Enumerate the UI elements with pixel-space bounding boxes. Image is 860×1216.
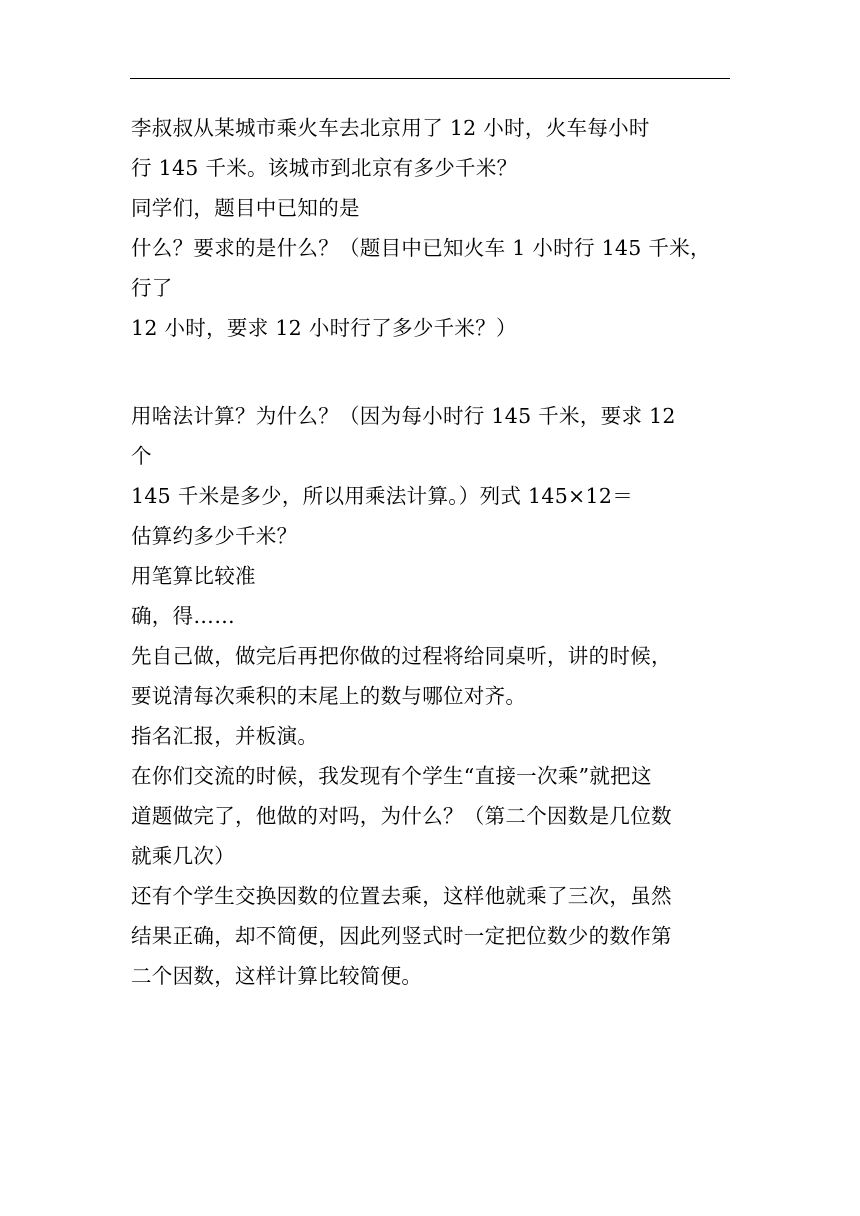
text-line: 确，得……	[131, 604, 235, 628]
text-line: 要说清每次乘积的末尾上的数与哪位对齐。	[131, 684, 527, 708]
text-line: 什么？要求的是什么？（题目中已知火车 1 小时行 145 千米，	[131, 236, 711, 260]
document-body	[131, 108, 731, 996]
text-line: 同学们，题目中已知的是	[131, 196, 360, 220]
text-line: 用啥法计算？为什么？（因为每小时行 145 千米，要求 12	[131, 404, 676, 428]
text-line: 指名汇报，并板演。	[131, 724, 319, 748]
text-line: 个	[131, 444, 152, 468]
text-line: 12 小时，要求 12 小时行了多少千米？）	[131, 316, 517, 340]
text-line: 二个因数，这样计算比较简便。	[131, 964, 423, 988]
blank-line	[131, 348, 731, 396]
text-line: 145 千米是多少，所以用乘法计算。）列式 145×12＝	[131, 484, 633, 508]
text-line: 道题做完了，他做的对吗，为什么？（第二个因数是几位数	[131, 804, 672, 828]
text-line: 估算约多少千米？	[131, 524, 298, 548]
text-line: 结果正确，却不简便，因此列竖式时一定把位数少的数作第	[131, 924, 672, 948]
text-line: 还有个学生交换因数的位置去乘，这样他就乘了三次，虽然	[131, 884, 672, 908]
text-line: 用笔算比较准	[131, 564, 256, 588]
header-rule	[130, 78, 730, 79]
text-line: 就乘几次）	[131, 844, 235, 868]
text-line: 行了	[131, 276, 173, 300]
text-line: 先自己做，做完后再把你做的过程将给同桌听，讲的时候，	[131, 644, 672, 668]
text-line: 行 145 千米。该城市到北京有多少千米？	[131, 156, 518, 180]
text-line: 在你们交流的时候，我发现有个学生“直接一次乘”就把这	[131, 764, 652, 788]
text-line: 李叔叔从某城市乘火车去北京用了 12 小时，火车每小时	[131, 116, 650, 140]
